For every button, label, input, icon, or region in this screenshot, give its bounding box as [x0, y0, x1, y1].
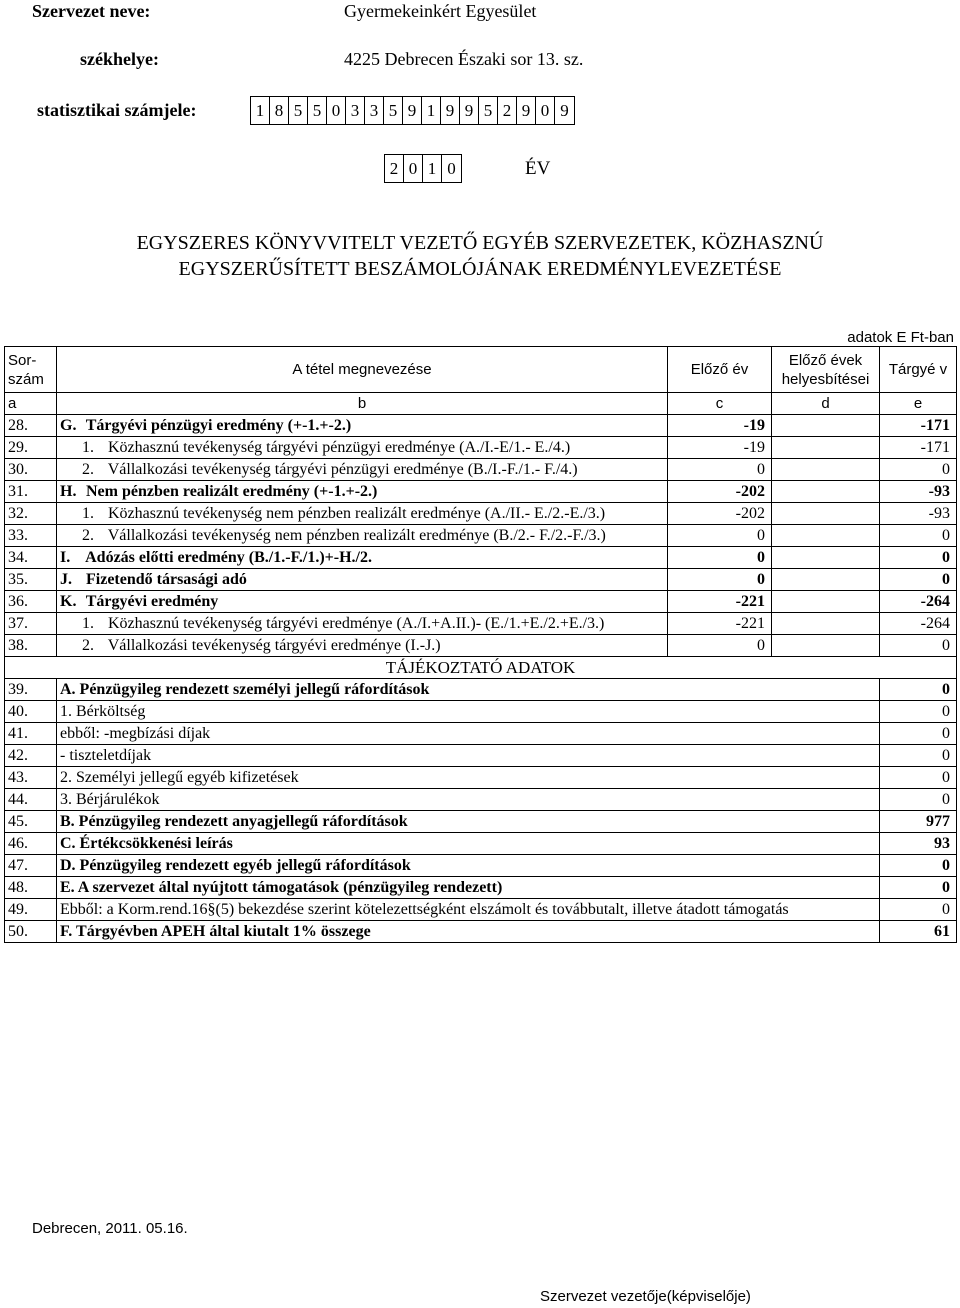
letter-d: d	[772, 393, 880, 415]
stat-digit: 0	[327, 97, 346, 124]
row-prev-adjustment	[772, 547, 880, 569]
letter-b: b	[57, 393, 668, 415]
row-current-year: 0	[880, 855, 957, 877]
row-label	[57, 415, 668, 437]
row-code: 1.	[82, 505, 94, 522]
row-current-year: -93	[880, 481, 957, 503]
row-prev-adjustment	[772, 525, 880, 547]
row-current-year: 0	[880, 525, 957, 547]
row-label: C. Értékcsökkenési leírás	[57, 833, 880, 855]
table-row	[5, 481, 957, 503]
year-digit: 0	[404, 155, 423, 182]
row-label	[57, 635, 668, 657]
stat-digit: 1	[422, 97, 441, 124]
row-current-year: 0	[880, 547, 957, 569]
row-current-year: -93	[880, 503, 957, 525]
stat-digit: 3	[346, 97, 365, 124]
row-code: G.	[60, 417, 77, 434]
year-label: ÉV	[525, 158, 551, 179]
row-prev-year: -19	[668, 415, 772, 437]
row-label-text: Tárgyévi eredmény	[85, 593, 219, 610]
signature-caption: Szervezet vezetője(képviselője)	[540, 1288, 751, 1305]
stat-digit: 9	[560, 101, 569, 120]
table-row	[5, 437, 957, 459]
row-current-year: 0	[880, 877, 957, 899]
table-row	[5, 569, 957, 591]
row-label-text: Közhasznú tevékenység nem pénzben realizált eredménye (A./II.- E./2.-E./3.)	[108, 505, 606, 522]
row-prev-adjustment	[772, 569, 880, 591]
year-digit: 1	[423, 155, 442, 182]
stat-digit: 1	[251, 97, 270, 124]
stat-digit: 5	[308, 97, 327, 124]
table-row	[5, 767, 957, 789]
row-code: 2.	[82, 527, 94, 544]
row-prev-year: -221	[668, 591, 772, 613]
row-label: Ebből: a Korm.rend.16§(5) bekezdése szerint kötelezettségként elszámolt és továbbutalt, illetve átadott támogatás	[57, 899, 880, 921]
row-prev-year: 0	[668, 459, 772, 481]
row-label	[57, 481, 668, 503]
table-row	[5, 503, 957, 525]
row-prev-adjustment	[772, 437, 880, 459]
col-current-year: Tárgyé v	[880, 347, 957, 393]
row-prev-adjustment	[772, 503, 880, 525]
row-current-year: 93	[880, 833, 957, 855]
row-prev-adjustment	[772, 635, 880, 657]
row-label-text: Közhasznú tevékenység tárgyévi eredménye (A./I.+A.II.)- (E./1.+E./2.+E./3.)	[108, 615, 605, 632]
row-prev-adjustment	[772, 459, 880, 481]
row-label-text: Nem pénzben realizált eredmény (+-1.+-2.)	[86, 483, 378, 500]
row-code: 1.	[82, 615, 94, 632]
report-title-line2: EGYSZERŰSÍTETT BESZÁMOLÓJÁNAK EREDMÉNYLEVEZETÉSE	[178, 258, 782, 280]
row-current-year: 0	[880, 701, 957, 723]
row-label-text: Közhasznú tevékenység tárgyévi pénzügyi eredménye (A./I.-E/1.- E./4.)	[108, 439, 571, 456]
row-current-year: 61	[880, 921, 957, 943]
row-current-year: 0	[880, 899, 957, 921]
row-label	[57, 591, 668, 613]
row-label	[57, 459, 668, 481]
col-prev-year: Előző év	[668, 347, 772, 393]
row-label-text: Vállalkozási tevékenység tárgyévi pénzügyi eredménye (B./I.-F./1.- F./4.)	[107, 461, 578, 478]
row-current-year: 0	[880, 767, 957, 789]
row-number: 34.	[5, 547, 57, 569]
table-row	[5, 613, 957, 635]
table-row	[5, 459, 957, 481]
stat-digit: 3	[365, 97, 384, 124]
row-number: 50.	[5, 921, 57, 943]
row-current-year: 0	[880, 789, 957, 811]
row-label: F. Tárgyévben APEH által kiutalt 1% összege	[57, 921, 880, 943]
row-prev-adjustment	[772, 415, 880, 437]
row-label-text: Fizetendő társasági adó	[86, 571, 247, 588]
row-code: J.	[60, 571, 72, 588]
row-label: A. Pénzügyileg rendezett személyi jellegű ráfordítások	[57, 679, 880, 701]
row-current-year: 0	[880, 679, 957, 701]
row-label-text: Adózás előtti eredmény (B./1.-F./1.)+-H./2.	[85, 549, 372, 566]
row-prev-year: 0	[668, 547, 772, 569]
row-number: 39.	[5, 679, 57, 701]
row-current-year: 977	[880, 811, 957, 833]
row-number: 31.	[5, 481, 57, 503]
row-current-year: 0	[880, 723, 957, 745]
table-row	[5, 723, 957, 745]
letter-e: e	[880, 393, 957, 415]
row-number: 45.	[5, 811, 57, 833]
row-code: I.	[60, 549, 71, 566]
row-label	[57, 525, 668, 547]
row-label: 3. Bérjárulékok	[57, 789, 880, 811]
row-number: 42.	[5, 745, 57, 767]
row-number: 35.	[5, 569, 57, 591]
table-row	[5, 635, 957, 657]
row-current-year: 0	[880, 459, 957, 481]
row-number: 49.	[5, 899, 57, 921]
row-number: 32.	[5, 503, 57, 525]
row-prev-year: 0	[668, 635, 772, 657]
table-row	[5, 547, 957, 569]
stat-digit: 9	[460, 97, 479, 124]
stat-digit: 5	[479, 97, 498, 124]
row-number: 44.	[5, 789, 57, 811]
row-code: 2.	[82, 637, 94, 654]
table-row	[5, 525, 957, 547]
report-title-line1: EGYSZERES KÖNYVVITELT VEZETŐ EGYÉB SZERVEZETEK, KÖZHASZNÚ	[136, 232, 824, 254]
row-prev-year: 0	[668, 569, 772, 591]
row-prev-year: -19	[668, 437, 772, 459]
row-number: 30.	[5, 459, 57, 481]
stat-number-boxes	[250, 96, 575, 125]
row-prev-adjustment	[772, 613, 880, 635]
info-heading: TÁJÉKOZTATÓ ADATOK	[5, 657, 957, 679]
org-name-label: Szervezet neve:	[32, 1, 151, 21]
col-prev-adjustments: Előző évek helyesbítései	[772, 347, 880, 393]
row-number: 37.	[5, 613, 57, 635]
table-row	[5, 899, 957, 921]
table-row	[5, 745, 957, 767]
row-code: K.	[60, 593, 77, 610]
stat-digit: 8	[270, 97, 289, 124]
income-statement-table	[4, 346, 957, 943]
row-label: 2. Személyi jellegű egyéb kifizetések	[57, 767, 880, 789]
row-label	[57, 437, 668, 459]
stat-number-label: statisztikai számjele:	[37, 100, 197, 120]
row-label	[57, 547, 668, 569]
row-label-text: Tárgyévi pénzügyi eredmény (+-1.+-2.)	[85, 417, 352, 434]
row-label: E. A szervezet által nyújtott támogatások (pénzügyileg rendezett)	[57, 877, 880, 899]
letter-c: c	[668, 393, 772, 415]
stat-digit: 9	[441, 97, 460, 124]
year-digit: 0	[447, 159, 456, 178]
row-label: 1. Bérköltség	[57, 701, 880, 723]
row-number: 46.	[5, 833, 57, 855]
row-prev-adjustment	[772, 591, 880, 613]
seat-address: 4225 Debrecen Északi sor 13. sz.	[344, 49, 584, 69]
table-row	[5, 789, 957, 811]
stat-digit: 5	[384, 97, 403, 124]
row-current-year: 0	[880, 745, 957, 767]
stat-digit: 9	[517, 97, 536, 124]
row-label	[57, 569, 668, 591]
row-label: - tiszteletdíjak	[57, 745, 880, 767]
row-label-text: Vállalkozási tevékenység nem pénzben realizált eredménye (B./2.- F./2.-F./3.)	[107, 527, 606, 544]
row-number: 41.	[5, 723, 57, 745]
row-label: ebből: -megbízási díjak	[57, 723, 880, 745]
row-current-year: 0	[880, 569, 957, 591]
year-digit: 2	[385, 155, 404, 182]
stat-digit: 2	[498, 97, 517, 124]
row-prev-year: -202	[668, 481, 772, 503]
table-row	[5, 921, 957, 943]
row-code: 2.	[82, 461, 94, 478]
table-row	[5, 701, 957, 723]
row-current-year: -171	[880, 437, 957, 459]
table-row	[5, 415, 957, 437]
row-number: 38.	[5, 635, 57, 657]
row-current-year: -171	[880, 415, 957, 437]
row-prev-adjustment	[772, 481, 880, 503]
table-row	[5, 877, 957, 899]
table-row	[5, 811, 957, 833]
year-boxes	[384, 154, 462, 183]
row-number: 36.	[5, 591, 57, 613]
table-row	[5, 833, 957, 855]
row-number: 48.	[5, 877, 57, 899]
units-note: adatok E Ft-ban	[847, 329, 954, 346]
row-label-text: Vállalkozási tevékenység tárgyévi eredménye (I.-J.)	[107, 637, 441, 654]
row-prev-year: -202	[668, 503, 772, 525]
row-number: 29.	[5, 437, 57, 459]
row-label: B. Pénzügyileg rendezett anyagjellegű ráfordítások	[57, 811, 880, 833]
row-label: D. Pénzügyileg rendezett egyéb jellegű ráfordítások	[57, 855, 880, 877]
row-label	[57, 503, 668, 525]
col-name: A tétel megnevezése	[57, 347, 668, 393]
table-header-row	[5, 347, 957, 393]
row-current-year: 0	[880, 635, 957, 657]
row-current-year: -264	[880, 613, 957, 635]
row-code: H.	[60, 483, 77, 500]
row-number: 40.	[5, 701, 57, 723]
table-row	[5, 679, 957, 701]
row-number: 33.	[5, 525, 57, 547]
place-and-date: Debrecen, 2011. 05.16.	[32, 1220, 188, 1237]
row-current-year: -264	[880, 591, 957, 613]
seat-label: székhelye:	[80, 49, 159, 69]
table-row	[5, 855, 957, 877]
row-prev-year: 0	[668, 525, 772, 547]
row-number: 47.	[5, 855, 57, 877]
stat-digit: 5	[289, 97, 308, 124]
stat-digit: 0	[536, 97, 555, 124]
row-prev-year: -221	[668, 613, 772, 635]
col-sorszam: Sor- szám	[5, 347, 57, 393]
row-number: 28.	[5, 415, 57, 437]
column-letter-row	[5, 393, 957, 415]
org-name: Gyermekeinkért Egyesület	[344, 1, 537, 21]
letter-a: a	[5, 393, 57, 415]
row-label	[57, 613, 668, 635]
row-number: 43.	[5, 767, 57, 789]
row-code: 1.	[82, 439, 94, 456]
table-row	[5, 591, 957, 613]
info-heading-row	[5, 657, 957, 679]
stat-digit: 9	[403, 97, 422, 124]
